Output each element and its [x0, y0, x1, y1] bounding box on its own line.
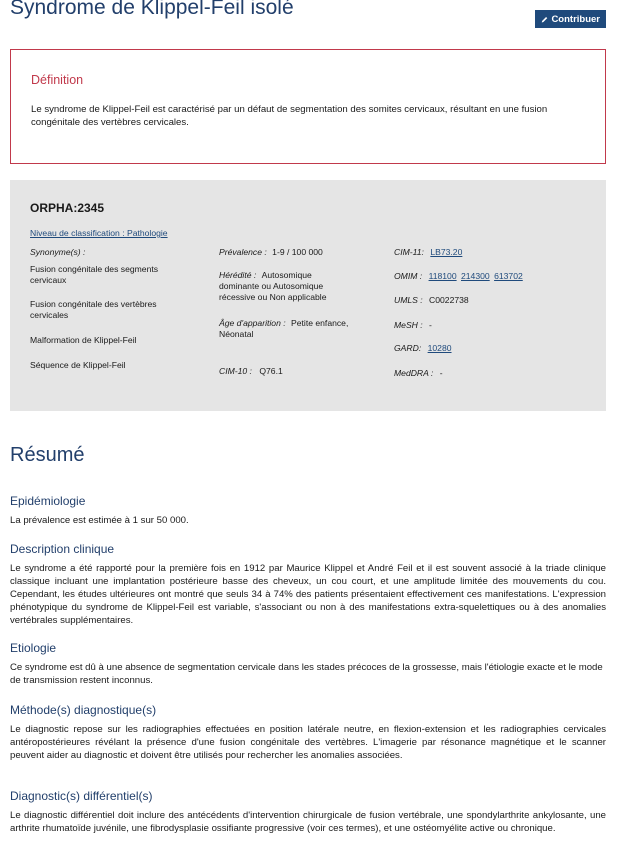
section-title-diagnosis-methods: Méthode(s) diagnostique(s) [10, 703, 157, 717]
synonym-item: Fusion congénitale des segments cervicaux [30, 264, 159, 285]
omim-link[interactable]: 118100 [428, 271, 457, 281]
heredity-row [219, 270, 339, 303]
mesh-value: - [429, 320, 432, 330]
synonym-item: Malformation de Klippel-Feil [30, 335, 137, 345]
umls-value: C0022738 [429, 295, 469, 305]
omim-link[interactable]: 214300 [461, 271, 490, 281]
cim11-label: CIM-11: [394, 247, 424, 257]
cim10-row [219, 366, 379, 377]
summary-heading: Résumé [10, 444, 85, 466]
meddra-row [394, 368, 443, 379]
section-title-differential: Diagnostic(s) différentiel(s) [10, 789, 153, 803]
heredity-value: Autosomique dominante ou Autosomique récessive ou Non applicable [219, 270, 327, 302]
section-title-clinical: Description clinique [10, 542, 115, 556]
onset-row [219, 318, 379, 340]
mesh-label: MeSH : [394, 320, 423, 330]
cim11-row [394, 247, 462, 258]
mesh-row [394, 320, 432, 331]
contribute-label: Contribuer [551, 13, 600, 25]
meddra-label: MedDRA : [394, 368, 434, 378]
definition-text: Le syndrome de Klippel-Feil est caractérisé par un défaut de segmentation des somites cervicaux, résultant en une fusion congénitale des vertèbres cervicales. [31, 104, 548, 128]
synonym-item: Séquence de Klippel-Feil [30, 360, 126, 370]
omim-label: OMIM : [394, 271, 423, 281]
info-panel [10, 180, 606, 411]
gard-row [394, 343, 452, 354]
section-text-differential: Le diagnostic différentiel doit inclure des antécédents d'intervention chirurgicale de fusion vertébrale, une spondylarthrite ankylosante, une arthrite rhumatoïde juvénile, une fibrodysplasie ossifiante progressive (voir ces termes), et une ostéomyélite active ou chronique. [10, 810, 606, 834]
section-text-etiology: Ce syndrome est dû à une absence de segmentation cervicale dans les stades précoces de la grossesse, mais l'étiologie exacte et le mode de transmission restent inconnus. [10, 662, 603, 686]
umls-row [394, 295, 469, 306]
prevalence-label: Prévalence : [219, 247, 267, 257]
page-title: Syndrome de Klippel-Feil isolé [10, 0, 294, 19]
heredity-label: Hérédité : [219, 270, 257, 280]
meddra-value: - [439, 368, 443, 378]
omim-link[interactable]: 613702 [494, 271, 523, 281]
onset-value: Petite enfance, Néonatal [219, 318, 349, 339]
cim11-link[interactable]: LB73.20 [430, 247, 463, 257]
section-title-etiology: Etiologie [10, 641, 57, 655]
gard-label: GARD: [394, 343, 422, 353]
synonyms-label: Synonyme(s) : [30, 247, 86, 257]
section-text-diagnosis-methods: Le diagnostic repose sur les radiographies effectuées en position latérale neutre, en flexion-extension et les radiographies cervicales antéropostérieures révélant la présence d'une fusion congénitale des vertèbres. L'imagerie par résonance magnétique et le scanner peuvent aider au diagnostic et doivent être utilisés pour rechercher les anomalies associées. [10, 724, 606, 761]
pencil-icon [541, 15, 548, 24]
gard-link[interactable]: 10280 [427, 343, 452, 353]
contribute-button[interactable] [535, 10, 606, 28]
definition-box [10, 49, 606, 164]
prevalence-value: 1-9 / 100 000 [272, 247, 323, 257]
synonym-item: Fusion congénitale des vertèbres cervicales [30, 299, 157, 320]
prevalence-row [219, 247, 389, 258]
orpha-code: ORPHA:2345 [30, 201, 105, 215]
cim10-value: Q76.1 [259, 366, 283, 376]
umls-label: UMLS : [394, 295, 423, 305]
onset-label: Âge d'apparition : [219, 318, 286, 328]
classification-link[interactable]: Niveau de classification : Pathologie [30, 228, 168, 238]
definition-heading: Définition [31, 73, 84, 87]
cim10-label: CIM-10 : [219, 366, 252, 376]
section-text-epidemiology: La prévalence est estimée à 1 sur 50 000. [10, 515, 189, 526]
section-text-clinical: Le syndrome a été rapporté pour la première fois en 1912 par Maurice Klippel et André Feil et il est souvent associé à la triade clinique classique incluant une implantation postérieure basse des cheveux, un cou court, et une amplitude limitée des mouvements du cou. Cependant, les études ultérieures ont montré que seuls 34 à 74% des patients présentaient effectivement ces manifestations. L'expression phénotypique du syndrome de Klippel-Feil est variable, s'associant ou non à des manifestations extra-squelettiques ou à des anomalies vertébrales supplémentaires. [10, 563, 606, 626]
omim-row [394, 271, 523, 282]
section-title-epidemiology: Epidémiologie [10, 494, 86, 508]
